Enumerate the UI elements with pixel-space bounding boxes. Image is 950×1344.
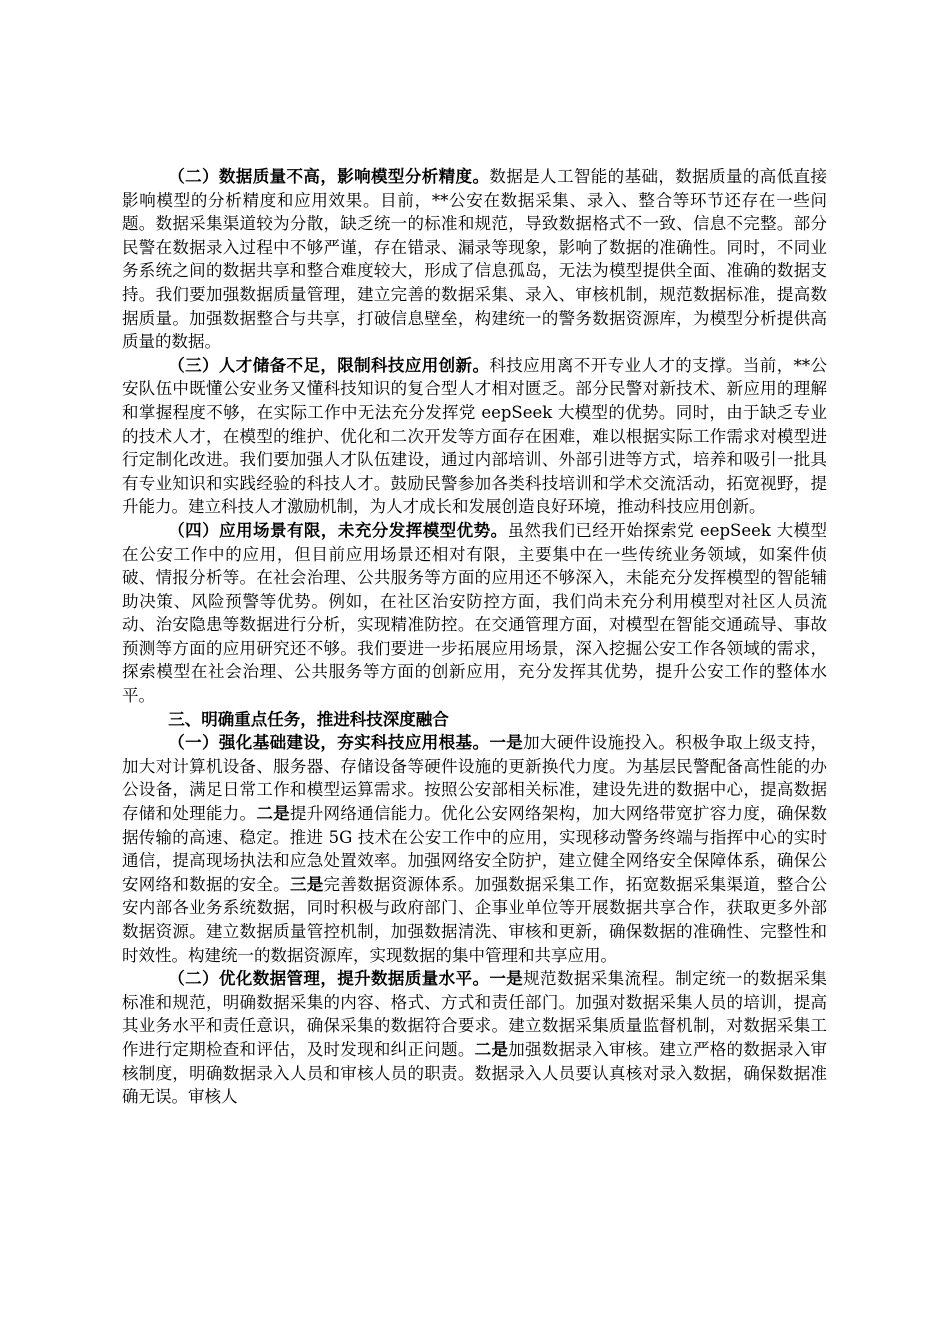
item-text: 加强数据录入审核。建立严格的数据录入审核制度，明确数据录入人员和审核人员的职责。数据录入人员要认真核对录入数据，确保数据准确无误。审核人	[122, 1039, 828, 1107]
item-marker: 三是	[289, 874, 324, 894]
item-marker: 一是	[489, 969, 524, 989]
paragraph-data-quality	[122, 165, 827, 354]
paragraph-heading: （三）人才储备不足，限制科技应用创新。	[168, 355, 490, 375]
item-text: 规范数据采集流程。制定统一的数据采集标准和规范，明确数据采集的内容、格式、方式和责任部门。加强对数据采集人员的培训，提高其业务水平和责任意识，确保采集的数据符合要求。建立数据采集质量监督机制，对数据采集工作进行定期检查和评估，及时发现和纠正问题。	[122, 969, 828, 1059]
paragraph-text: 数据是人工智能的基础，数据质量的高低直接影响模型的分析精度和应用效果。目前，**公安在数据采集、录入、整合等环节还存在一些问题。数据采集渠道较为分散，缺乏统一的标准和规范，导致数据格式不一致、信息不完整。部分民警在数据录入过程中不够严谨，存在错录、漏录等现象，影响了数据的准确性。同时，不同业务系统之间的数据共享和整合难度较大，形成了信息孤岛，无法为模型提供全面、准确的数据支持。我们要加强数据质量管理，建立完善的数据采集、录入、审核机制，规范数据标准，提高数据质量。加强数据整合与共享，打破信息壁垒，构建统一的警务数据资源库，为模型分析提供高质量的数据。	[122, 167, 828, 352]
item-marker: 二是	[474, 1039, 509, 1059]
paragraph-heading: （二）数据质量不高，影响模型分析精度。	[168, 167, 490, 186]
paragraph-heading: （一）强化基础建设，夯实科技应用根基。	[168, 733, 490, 753]
item-marker: 一是	[489, 733, 524, 753]
paragraph-text: 虽然我们已经开始探索党 eepSeek 大模型在公安工作中的应用，但目前应用场景还相对有限，主要集中在一些传统业务领域，如案件侦破、情报分析等。在社会治理、公共服务等方面的应用还不够深入，未能充分发挥模型的智能辅助决策、风险预警等优势。例如，在社区治安防控方面，我们尚未充分利用模型对社区人员流动、治安隐患等数据进行分析，实现精准防控。在交通管理方面，对模型在智能交通疏导、事故预测等方面的应用研究还不够。我们要进一步拓展应用场景，深入挖掘公安工作各领域的需求，探索模型在社会治理、公共服务等方面的创新应用，充分发挥其优势，提升公安工作的整体水平。	[122, 520, 827, 706]
item-text: 完善数据资源体系。加强数据采集工作，拓宽数据采集渠道，整合公安内部各业务系统数据，同时积极与政府部门、企事业单位等开展数据共享合作，获取更多外部数据资源。建立数据质量管控机制，加强数据清洗、审核和更新，确保数据的准确性、完整性和时效性。构建统一的数据资源库，实现数据的集中管理和共享应用。	[122, 874, 828, 965]
paragraph-data-management	[122, 967, 827, 1109]
item-text: 提升网络通信能力。优化公安网络架构，加大网络带宽扩容力度，确保数据传输的高速、稳定。推进 5G 技术在公安工作中的应用，实现移动警务终端与指挥中心的实时通信，提高现场执法和应急处置效率。加强网络安全防护，建立健全网络安全保障体系，确保公安网络和数据的安全。	[122, 804, 828, 894]
paragraph-talent-reserve	[122, 354, 827, 519]
paragraph-infrastructure	[122, 731, 827, 967]
paragraph-application-scenarios	[122, 519, 827, 708]
document-body	[122, 165, 827, 1109]
paragraph-heading: （四）应用场景有限，未充分发挥模型优势。	[168, 520, 508, 540]
section-title: 三、明确重点任务，推进科技深度融合	[168, 709, 449, 729]
paragraph-heading: （二）优化数据管理，提升数据质量水平。	[168, 969, 490, 989]
item-text: 加大硬件设施投入。积极争取上级支持，加大对计算机设备、服务器、存储设备等硬件设施的更新换代力度。为基层民警配备高性能的办公设备，满足日常工作和模型运算需求。按照公安部相关标准，建设先进的数据中心，提高数据存储和处理能力。	[122, 733, 828, 824]
item-marker: 二是	[256, 804, 290, 824]
paragraph-text: 科技应用离不开专业人才的支撑。当前，**公安队伍中既懂公安业务又懂科技知识的复合型人才相对匮乏。部分民警对新技术、新应用的理解和掌握程度不够，在实际工作中无法充分发挥党 eepSeek 大模型的优势。同时，由于缺乏专业的技术人才，在模型的维护、优化和二次开发等方面存在困难，难以根据实际工作需求对模型进行定制化改进。我们要加强人才队伍建设，通过内部培训、外部引进等方式，培养和吸引一批具有专业知识和实践经验的科技人才。鼓励民警参加各类科技培训和学术交流活动，拓宽视野，提升能力。建立科技人才激励机制，为人才成长和发展创造良好环境，推动科技应用创新。	[122, 355, 828, 517]
